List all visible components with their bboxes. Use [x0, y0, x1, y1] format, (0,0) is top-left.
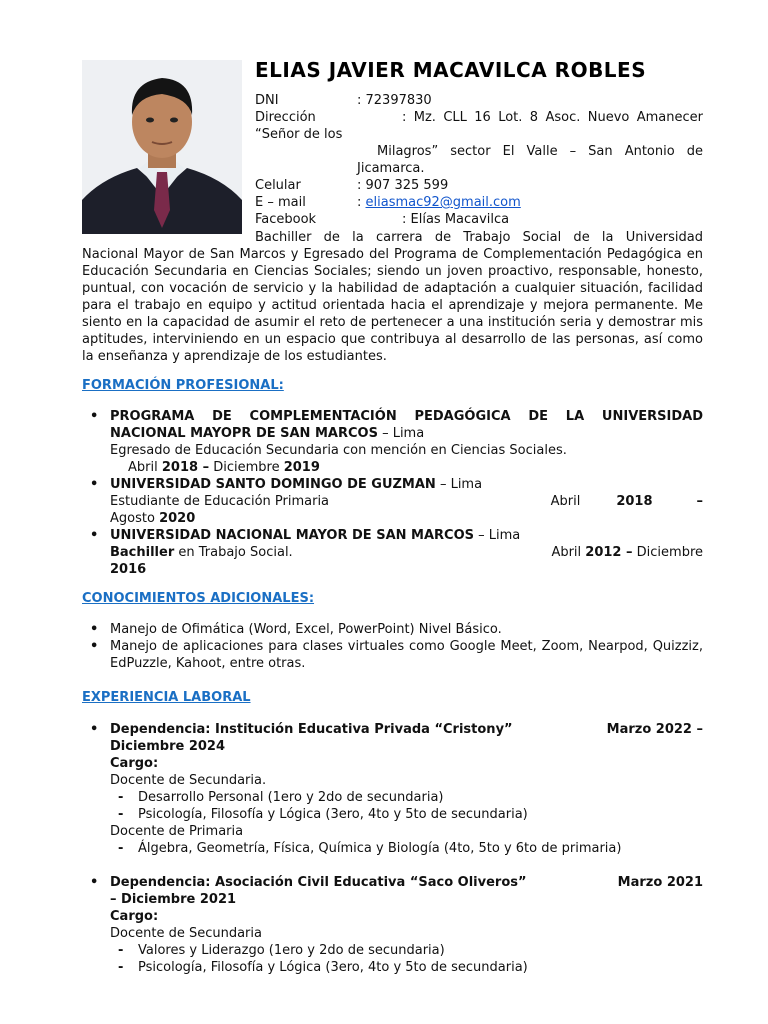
formacion-city: – Lima [377, 426, 425, 441]
job-role: Docente de Primaria [110, 824, 244, 839]
list-item: • Manejo de aplicaciones para clases virtuales como Google Meet, Zoom, Nearpod, Quizziz, EdPuzzle, Kahoot, entre otras. [90, 639, 703, 671]
dni-row [255, 92, 703, 109]
job-dates-end: Diciembre 2024 [110, 739, 226, 754]
dni-label: DNI [255, 93, 279, 108]
contact-info [255, 92, 703, 228]
email-link[interactable]: eliasmac92@gmail.com [365, 195, 521, 210]
facebook-value: : Elías Macavilca [402, 212, 510, 227]
formacion-detail: Bachiller en Trabajo Social. [110, 545, 293, 560]
formacion-institution: PROGRAMA DE COMPLEMENTACIÓN PEDAGÓGICA DE LA UNIVERSIDAD NACIONAL MAYOPR DE SAN MARCOS [110, 409, 703, 441]
job-item [82, 874, 703, 976]
formacion-dates: Abril 2018 – Diciembre 2019 [128, 460, 320, 475]
formacion-heading [110, 476, 703, 493]
formacion-item [82, 476, 703, 527]
address-line2: Milagros” sector El Valle – San Antonio de [377, 144, 703, 159]
list-item: - Psicología, Filosofía y Lógica (3ero, 4to y 5to de secundaria) [118, 960, 528, 975]
dash-icon: - [118, 943, 124, 958]
formacion-title: FORMACIÓN PROFESIONAL: [82, 378, 284, 393]
candidate-name: ELIAS JAVIER MACAVILCA ROBLES [255, 58, 647, 82]
formacion-dates: Abril 2018 – [550, 494, 703, 509]
email-value-wrap [357, 194, 703, 211]
dash-icon: - [118, 960, 124, 975]
phone-label: Celular [255, 178, 301, 193]
list-item: - Desarrollo Personal (1ero y 2do de secundaria) [118, 790, 444, 805]
job-employer: Dependencia: Institución Educativa Privada “Cristony” [110, 722, 513, 737]
formacion-detail: Egresado de Educación Secundaria con mención en Ciencias Sociales. [110, 443, 567, 458]
dni-value: : 72397830 [357, 93, 432, 108]
summary-text: Nacional Mayor de San Marcos y Egresado del Programa de Complementación Pedagógica en Educación Secundaria en Ciencias Sociales; siendo un joven proactivo, responsable, honesto, puntual, con vocación de servicio y la habilidad de adaptación a cualquier situación, facilidad para el trabajo en equipo y actitud orientada hacia el aprendizaje y mejora permanente. Me siento en la capacidad de asumir el reto de pertenecer a una institución seria y demostrar mis aptitudes, interviniendo en un espacio que contribuya al desarrollo de las personas, así como la enseñanza y aprendizaje de los estudiantes. [82, 247, 703, 364]
profile-photo [82, 60, 242, 234]
formacion-heading [110, 408, 703, 442]
formacion-city: – Lima [435, 477, 483, 492]
address-line1b: “Señor de los [255, 127, 343, 142]
job-role: Docente de Secundaria. [110, 773, 267, 788]
bullet-icon: • [90, 477, 99, 492]
bullet-icon: • [90, 639, 99, 654]
list-item: - Valores y Liderazgo (1ero y 2do de secundaria) [118, 943, 445, 958]
job-heading [110, 721, 703, 738]
formacion-dates-end: Agosto 2020 [110, 511, 196, 526]
formacion-city: – Lima [474, 528, 521, 543]
address-line3: Jicamarca. [357, 161, 425, 176]
dash-icon: - [118, 790, 124, 805]
conocimientos-list [82, 621, 703, 672]
list-item: - Álgebra, Geometría, Física, Química y Biología (4to, 5to y 6to de primaria) [118, 841, 622, 856]
job-employer: Dependencia: Asociación Civil Educativa “Saco Oliveros” [110, 875, 527, 890]
bullet-icon: • [90, 409, 99, 424]
facebook-label: Facebook [255, 212, 317, 227]
job-dates: Marzo 2022 – [606, 722, 703, 737]
formacion-detail: Estudiante de Educación Primaria [110, 494, 330, 509]
bullet-icon: • [90, 528, 99, 543]
list-item: • Manejo de Ofimática (Word, Excel, PowerPoint) Nivel Básico. [90, 622, 502, 637]
job-cargo-label: Cargo: [110, 909, 159, 924]
formacion-dates-end: 2016 [110, 562, 147, 577]
email-row [255, 194, 703, 211]
summary-first-line: Bachiller de la carrera de Trabajo Social de la Universidad [255, 230, 703, 245]
job-heading [110, 874, 703, 891]
address-row [255, 109, 703, 126]
address-label: Dirección [255, 110, 316, 125]
formacion-dates: Abril 2012 – Diciembre [551, 545, 703, 560]
formacion-list [82, 408, 703, 578]
formacion-item [82, 408, 703, 476]
address-line1: : Mz. CLL 16 Lot. 8 Asoc. Nuevo Amanecer [402, 110, 703, 125]
phone-row [255, 177, 703, 194]
dash-icon: - [118, 841, 124, 856]
phone-value: : 907 325 599 [357, 178, 449, 193]
formacion-detail-row [110, 544, 703, 561]
email-prefix: : [357, 195, 366, 210]
job-role: Docente de Secundaria [110, 926, 262, 941]
bullet-icon: • [90, 722, 99, 737]
experiencia-title: EXPERIENCIA LABORAL [82, 690, 251, 705]
email-label: E – mail [255, 195, 306, 210]
job-dates: Marzo 2021 [617, 875, 703, 890]
formacion-item [82, 527, 703, 578]
list-item: - Psicología, Filosofía y Lógica (3ero, 4to y 5to de secundaria) [118, 807, 528, 822]
dash-icon: - [118, 807, 124, 822]
formacion-institution: UNIVERSIDAD SANTO DOMINGO DE GUZMAN [110, 477, 436, 492]
formacion-institution: UNIVERSIDAD NACIONAL MAYOR DE SAN MARCOS [110, 528, 474, 543]
bullet-icon: • [90, 875, 99, 890]
bullet-icon: • [90, 622, 99, 637]
conocimientos-title: CONOCIMIENTOS ADICIONALES: [82, 591, 315, 606]
experiencia-list [82, 721, 703, 976]
formacion-heading [110, 527, 703, 544]
job-dates-end: – Diciembre 2021 [110, 892, 237, 907]
formacion-detail-row [110, 493, 703, 510]
facebook-row [255, 211, 703, 228]
job-cargo-label: Cargo: [110, 756, 159, 771]
job-item [82, 721, 703, 857]
